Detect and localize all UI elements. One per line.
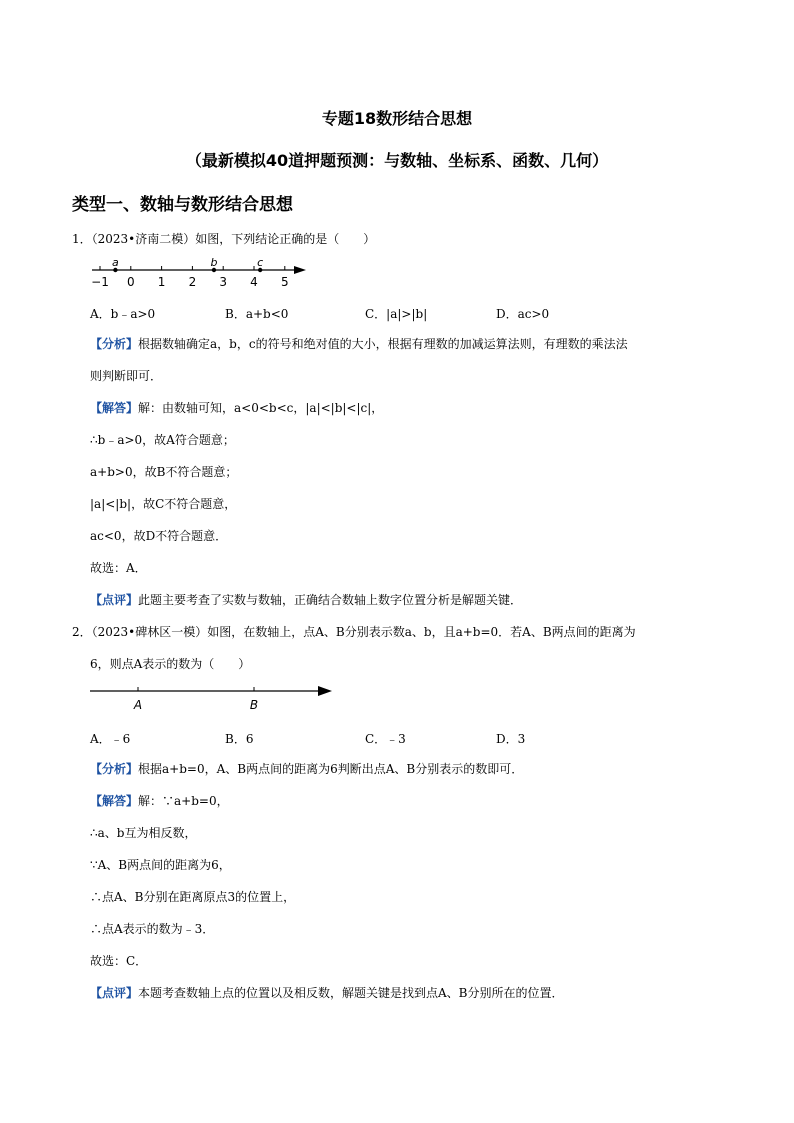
q2-stem-cont: 6，则点A表示的数为（ ） [90,657,251,671]
q1-step: ∴b﹣a>0，故A符合题意； [90,433,235,447]
q2-analysis: 【分析】根据a+b=0，A、B两点间的距离为6判断出点A、B分别表示的数即可． [90,762,524,776]
q1-axis-tick-label: 0 [126,275,135,289]
q1-axis-tick-label: 2 [188,275,197,289]
q2-solution: 【解答】解：∵a+b=0， [90,794,229,808]
section-heading: 类型一、数轴与数形结合思想 [72,195,293,215]
q1-axis-arrow [294,266,306,274]
q2-option-a: A．﹣6 [90,732,131,746]
q1-axis-tick-label: 4 [250,275,258,289]
q1-solution: 【解答】解：由数轴可知，a<0<b<c，|a|<|b|<|c|， [90,401,384,415]
q1-solution-tag: 【解答】 [90,401,139,415]
q2-step: ∴a、b互为相反数， [90,826,197,840]
q1-axis-tick-label: −1 [91,275,109,289]
q2-number-line [88,683,338,715]
q1-analysis-tag: 【分析】 [90,337,139,351]
q2-analysis-tag: 【分析】 [90,762,139,776]
page-title: 专题18数形结合思想 [321,109,473,128]
q1-option-c: C．|a|>|b| [365,307,428,321]
q1-axis-tick-label: 3 [219,275,228,289]
q2-axis-arrow [318,686,332,696]
q1-analysis: 【分析】根据数轴确定a，b，c的符号和绝对值的大小，根据有理数的加减运算法则，有理数的乘法法 [90,337,628,351]
q2-stem: 2．（2023•碑林区一模）如图，在数轴上，点A、B分别表示数a、b，且a+b=0．若A、B两点间的距离为 [72,625,636,639]
q2-axis-point-label: B [249,698,259,712]
q1-step: ac<0，故D不符合题意． [90,529,228,543]
q2-solution-tag: 【解答】 [90,794,139,808]
q2-step: ∵A、B两点间的距离为6， [90,858,231,872]
q1-step: |a|<|b|，故C不符合题意， [90,497,237,511]
q1-axis-tick-label: 5 [280,275,289,289]
q2-comment-tag: 【点评】 [90,986,139,1000]
q1-comment-tag: 【点评】 [90,593,139,607]
q1-axis-point-label: b [210,256,218,269]
q1-analysis-cont: 则判断即可． [90,369,163,383]
q1-comment: 【点评】此题主要考查了实数与数轴，正确结合数轴上数字位置分析是解题关键． [90,593,523,607]
q1-option-b: B．a+b<0 [225,307,289,321]
q1-axis-point-label: a [112,256,119,269]
q2-axis-point-label: A [133,698,143,712]
page-subtitle: （最新模拟40道押题预测：与数轴、坐标系、函数、几何） [185,151,609,170]
q1-axis-tick-label: 1 [157,275,166,289]
q1-number-line [88,255,318,293]
q1-step: 故选：A． [90,561,147,575]
q1-step: a+b>0，故B不符合题意； [90,465,238,479]
q2-step: ∴点A表示的数为﹣3． [90,922,215,936]
q2-step: ∴点A、B分别在距离原点3的位置上， [90,890,296,904]
q1-option-d: D．ac>0 [496,307,550,321]
q2-option-c: C．﹣3 [365,732,406,746]
q1-axis-point-label: c [257,256,264,269]
q2-option-d: D．3 [496,732,526,746]
q2-step: 故选：C． [90,954,148,968]
q1-option-a: A．b﹣a>0 [90,307,156,321]
q2-comment: 【点评】本题考查数轴上点的位置以及相反数，解题关键是找到点A、B分别所在的位置． [90,986,564,1000]
q1-stem: 1．（2023•济南二模）如图，下列结论正确的是（ ） [72,232,376,246]
q2-option-b: B．6 [225,732,254,746]
